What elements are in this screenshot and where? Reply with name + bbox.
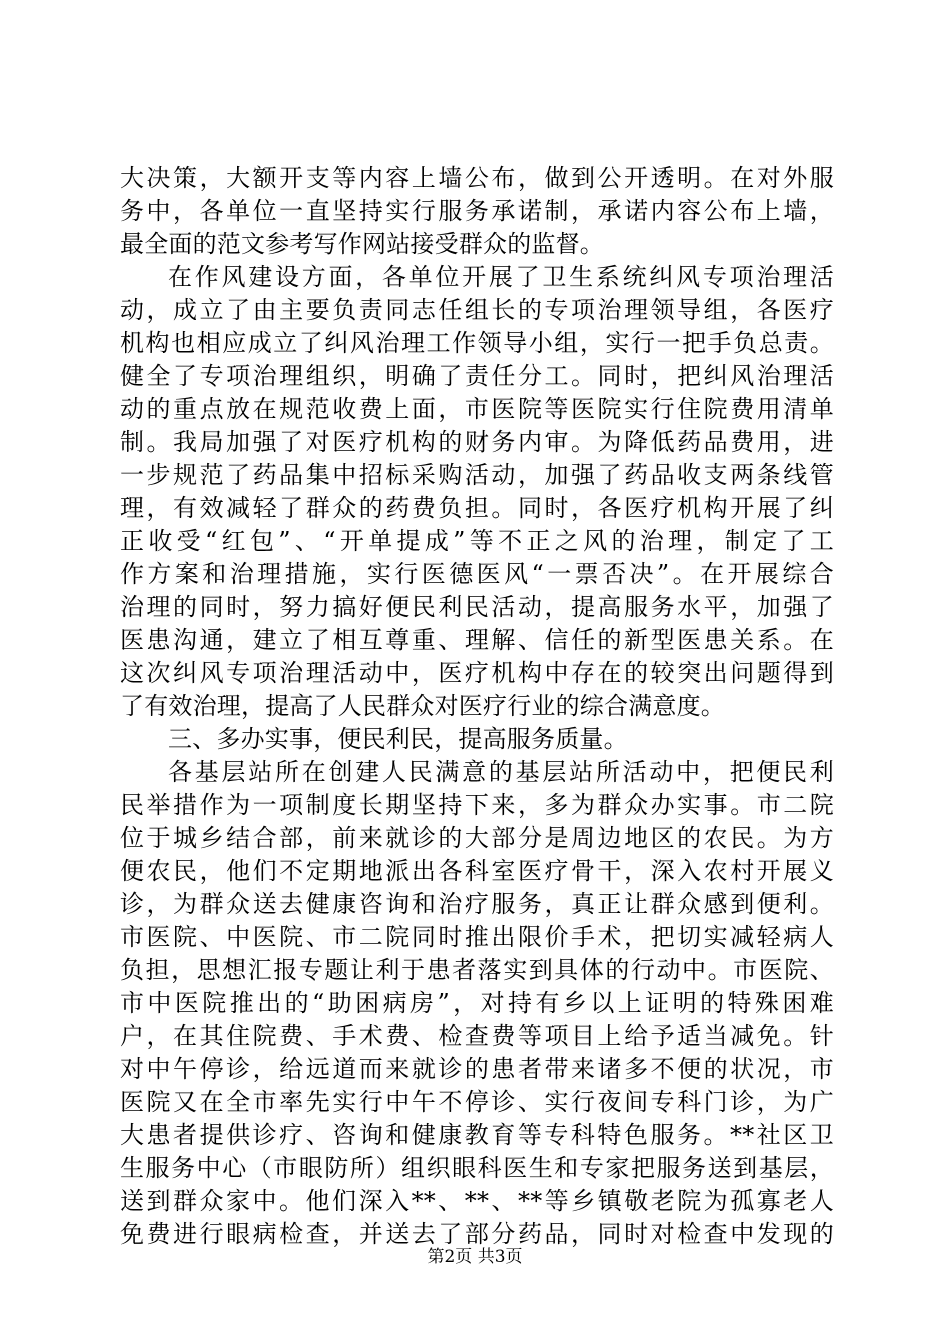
text-line: 送到群众家中。他们深入**、**、**等乡镇敬老院为孤寡老人 [120, 1187, 834, 1215]
text-line: 动的重点放在规范收费上面，市医院等医院实行住院费用清单 [120, 395, 834, 423]
text-line: 位于城乡结合部，前来就诊的大部分是周边地区的农民。为方 [120, 824, 834, 852]
text-line: 三、多办实事，便民利民，提高服务质量。 [168, 725, 628, 753]
text-line: 健全了专项治理组织，明确了责任分工。同时，把纠风治理活 [120, 362, 834, 390]
text-line: 治理的同时，努力搞好便民利民活动，提高服务水平，加强了 [120, 593, 834, 621]
text-line: 免费进行眼病检查，并送去了部分药品，同时对检查中发现的 [120, 1220, 834, 1248]
text-line: 一步规范了药品集中招标采购活动，加强了药品收支两条线管 [120, 461, 834, 489]
text-line: 便农民，他们不定期地派出各科室医疗骨干，深入农村开展义 [120, 857, 834, 885]
text-line: 在作风建设方面，各单位开展了卫生系统纠风专项治理活 [168, 263, 834, 291]
text-line: 诊，为群众送去健康咨询和治疗服务，真正让群众感到便利。 [120, 890, 834, 918]
text-line: 务中，各单位一直坚持实行服务承诺制，承诺内容公布上墙， [120, 197, 834, 225]
text-line: 民举措作为一项制度长期坚持下来，多为群众办实事。市二院 [120, 791, 834, 819]
text-line: 了有效治理，提高了人民群众对医疗行业的综合满意度。 [120, 692, 725, 720]
page-footer: 第2页 共3页 [427, 1247, 523, 1267]
text-line: 市医院、中医院、市二院同时推出限价手术，把切实减轻病人 [120, 923, 834, 951]
text-line: 对中午停诊，给远道而来就诊的患者带来诸多不便的状况，市 [120, 1055, 834, 1083]
text-line: 作方案和治理措施，实行医德医风“一票否决”。在开展综合 [120, 560, 834, 588]
text-line: 正收受“红包”、“开单提成”等不正之风的治理，制定了工 [120, 527, 834, 555]
document-body [120, 162, 834, 1251]
text-line: 大决策，大额开支等内容上墙公布，做到公开透明。在对外服 [120, 164, 834, 192]
text-line: 户，在其住院费、手术费、检查费等项目上给予适当减免。针 [120, 1022, 834, 1050]
text-line: 医患沟通，建立了相互尊重、理解、信任的新型医患关系。在 [120, 626, 834, 654]
text-line: 这次纠风专项治理活动中，医疗机构中存在的较突出问题得到 [120, 659, 834, 687]
text-line: 大患者提供诊疗、咨询和健康教育等专科特色服务。**社区卫 [120, 1121, 834, 1149]
text-line: 负担，思想汇报专题让利于患者落实到具体的行动中。市医院、 [120, 956, 834, 984]
text-line: 理，有效减轻了群众的药费负担。同时，各医疗机构开展了纠 [120, 494, 834, 522]
text-line: 动，成立了由主要负责同志任组长的专项治理领导组，各医疗 [120, 296, 834, 324]
text-line: 机构也相应成立了纠风治理工作领导小组，实行一把手负总责。 [120, 329, 834, 357]
text-line: 各基层站所在创建人民满意的基层站所活动中，把便民利 [168, 758, 834, 786]
text-line: 医院又在全市率先实行中午不停诊、实行夜间专科门诊，为广 [120, 1088, 834, 1116]
text-line: 最全面的范文参考写作网站接受群众的监督。 [120, 230, 604, 258]
text-line: 制。我局加强了对医疗机构的财务内审。为降低药品费用，进 [120, 428, 834, 456]
text-line: 生服务中心（市眼防所）组织眼科医生和专家把服务送到基层， [120, 1154, 834, 1182]
text-line: 市中医院推出的“助困病房”，对持有乡以上证明的特殊困难 [120, 989, 834, 1017]
